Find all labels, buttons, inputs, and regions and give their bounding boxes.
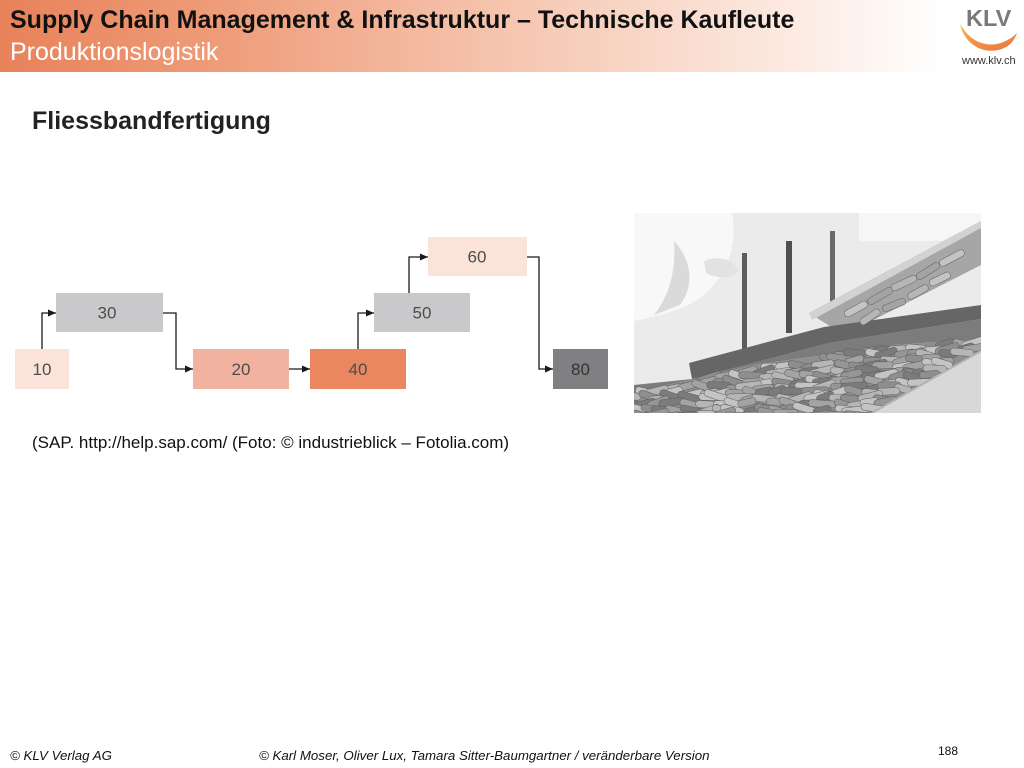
footer-publisher: © KLV Verlag AG <box>10 748 112 763</box>
sausage <box>774 409 798 413</box>
flow-arrow-50-60 <box>409 257 428 293</box>
source-caption: (SAP. http://help.sap.com/ (Foto: © industrieblick – Fotolia.com) <box>32 433 510 452</box>
slide-title: Fliessbandfertigung <box>32 107 271 135</box>
website-url: www.klv.ch <box>962 55 1016 67</box>
operation-label: 50 <box>412 303 432 323</box>
flow-arrow-10-30 <box>42 313 56 349</box>
machine-post <box>742 253 747 353</box>
operation-40 <box>310 349 406 389</box>
operation-label: 30 <box>97 303 117 323</box>
course-title: Supply Chain Management & Infrastruktur – Technische Kaufleute <box>10 6 795 34</box>
operation-50 <box>374 293 470 332</box>
conveyor-photo <box>634 213 981 413</box>
machine-post <box>786 241 792 333</box>
operation-30 <box>56 293 163 332</box>
flow-arrow-30-20 <box>163 313 193 369</box>
page-number: 188 <box>938 744 959 758</box>
operation-60 <box>428 237 527 276</box>
operation-label: 20 <box>231 360 251 379</box>
footer-authors: © Karl Moser, Oliver Lux, Tamara Sitter-Baumgartner / veränderbare Version <box>259 748 710 763</box>
operation-label: 60 <box>467 247 487 267</box>
logo-lettering: KLV <box>966 5 1012 31</box>
operation-80 <box>553 349 608 389</box>
operation-label: 80 <box>571 360 590 379</box>
flow-arrow-60-80 <box>527 257 553 369</box>
operation-label: 40 <box>348 360 368 379</box>
operation-label: 10 <box>32 360 52 379</box>
operation-flow-diagram <box>0 220 620 400</box>
operation-20 <box>193 349 289 389</box>
flow-arrow-40-50 <box>358 313 374 349</box>
chapter-subtitle: Produktionslogistik <box>10 38 219 66</box>
klv-logo <box>958 2 1020 54</box>
operation-10 <box>15 349 69 389</box>
